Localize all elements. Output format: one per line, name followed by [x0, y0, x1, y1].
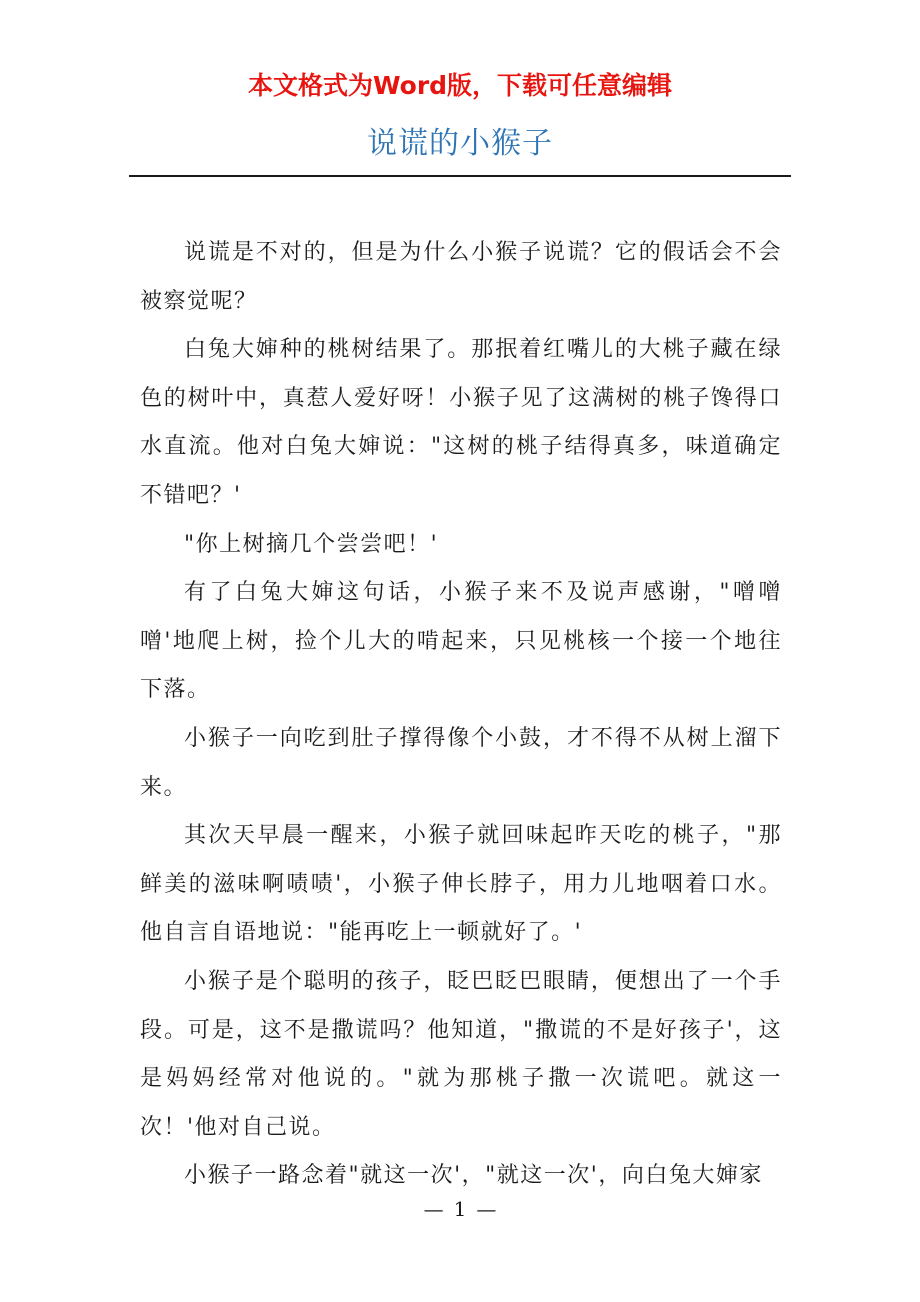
paragraph: 其次天早晨一醒来，小猴子就回味起昨天吃的桃子，"那鲜美的滋味啊啧啧'，小猴子伸长脖子，用力儿地咽着口水。他自言自语地说："能再吃上一顿就好了。' — [140, 823, 782, 946]
paragraph: 有了白兔大婶这句话，小猴子来不及说声感谢，"噌噌噌'地爬上树，捡个儿大的啃起来，只见桃核一个接一个地往下落。 — [140, 580, 782, 703]
document-title: 说谎的小猴子 — [367, 126, 553, 161]
download-banner: 本文格式为Word版，下载可任意编辑 — [247, 71, 673, 100]
document-body — [140, 229, 782, 1201]
paragraph: 说谎是不对的，但是为什么小猴子说谎？它的假话会不会被察觉呢？ — [140, 240, 782, 314]
page-number: 1 — [453, 1197, 467, 1221]
page-footer — [0, 1194, 920, 1224]
paragraph: 小猴子一路念着"就这一次'，"就这一次'，向白兔大婶家 — [184, 1163, 763, 1189]
title-divider — [129, 175, 791, 177]
paragraph: 小猴子是个聪明的孩子，眨巴眨巴眼睛，便想出了一个手段。可是，这不是撒谎吗？他知道，"撒谎的不是好孩子'，这是妈妈经常对他说的。"就为那桃子撒一次谎吧。就这一次！'他对自己说。 — [140, 968, 782, 1140]
paragraph: "你上树摘几个尝尝吧！' — [184, 531, 439, 557]
paragraph: 白兔大婶种的桃树结果了。那抿着红嘴儿的大桃子藏在绿色的树叶中，真惹人爱好呀！小猴子见了这满树的桃子馋得口水直流。他对白兔大婶说："这树的桃子结得真多，味道确定不错吧？' — [140, 337, 782, 508]
paragraph: 小猴子一向吃到肚子撑得像个小鼓，才不得不从树上溜下来。 — [140, 725, 782, 800]
footer-dash-right: — — [476, 1197, 497, 1221]
footer-dash-left: — — [423, 1197, 444, 1221]
